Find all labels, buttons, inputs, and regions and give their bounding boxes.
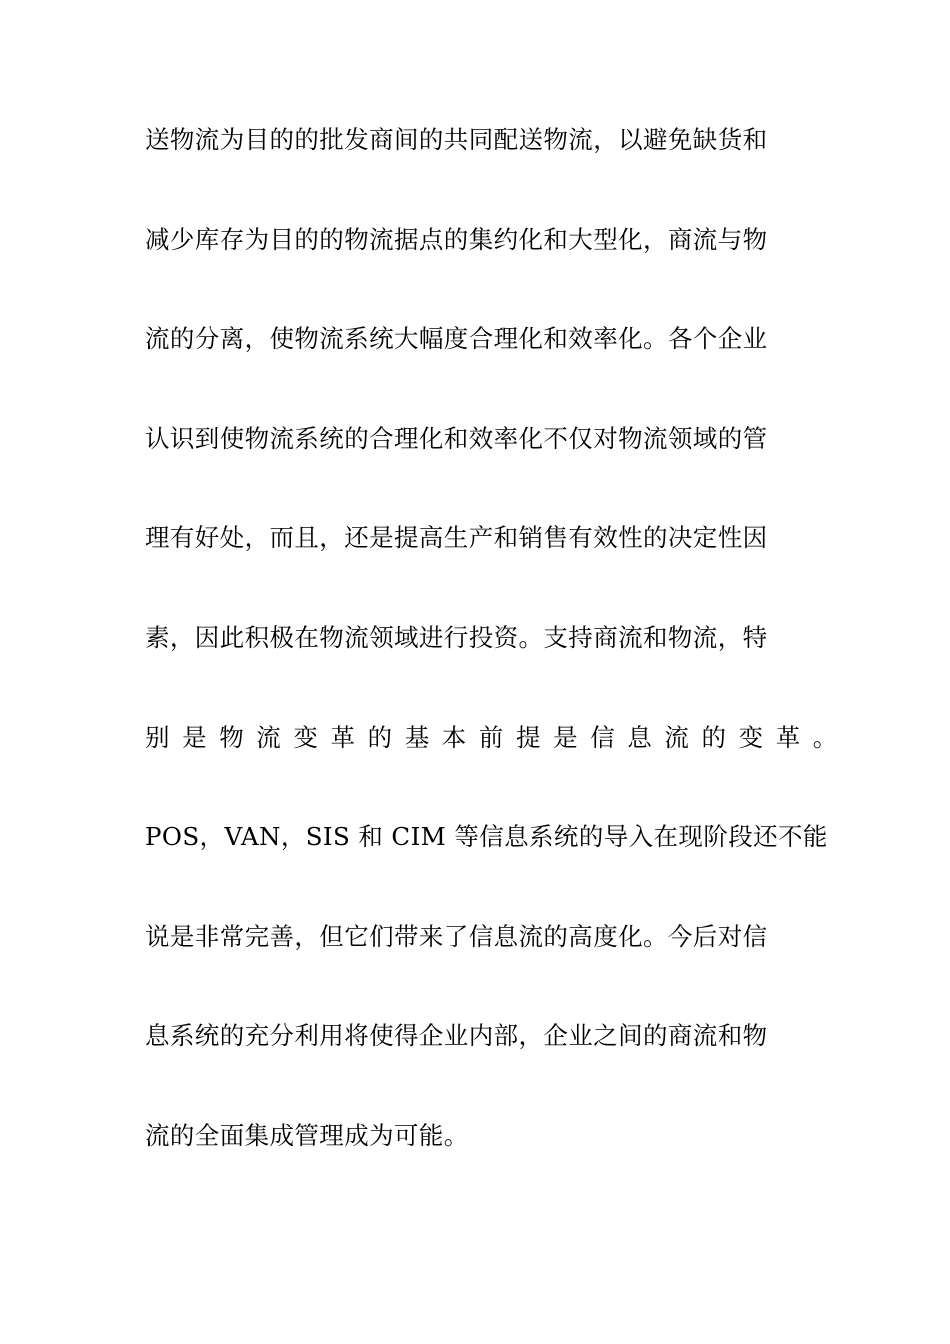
text-line: 息系统的充分利用将使得企业内部，企业之间的商流和物	[145, 1021, 768, 1051]
text-line: 减少库存为目的的物流据点的集约化和大型化，商流与物	[145, 224, 768, 254]
text-line: 认识到使物流系统的合理化和效率化不仅对物流领域的管	[145, 423, 768, 453]
text-line: 流的分离，使物流系统大幅度合理化和效率化。各个企业	[145, 324, 768, 354]
text-line: POS，VAN，SIS 和 CIM 等信息系统的导入在现阶段还不能	[145, 822, 828, 852]
text-line: 理有好处，而且，还是提高生产和销售有效性的决定性因	[145, 523, 768, 553]
body-paragraph	[145, 118, 850, 1214]
text-line: 说是非常完善，但它们带来了信息流的高度化。今后对信	[145, 921, 768, 951]
text-line: 流的全面集成管理成为可能。	[145, 1120, 469, 1150]
text-line: 别是物流变革的基本前提是信息流的变革。	[145, 722, 850, 752]
text-line: 素，因此积极在物流领域进行投资。支持商流和物流，特	[145, 622, 768, 652]
text-line: 送物流为目的的批发商间的共同配送物流，以避免缺货和	[145, 125, 768, 154]
